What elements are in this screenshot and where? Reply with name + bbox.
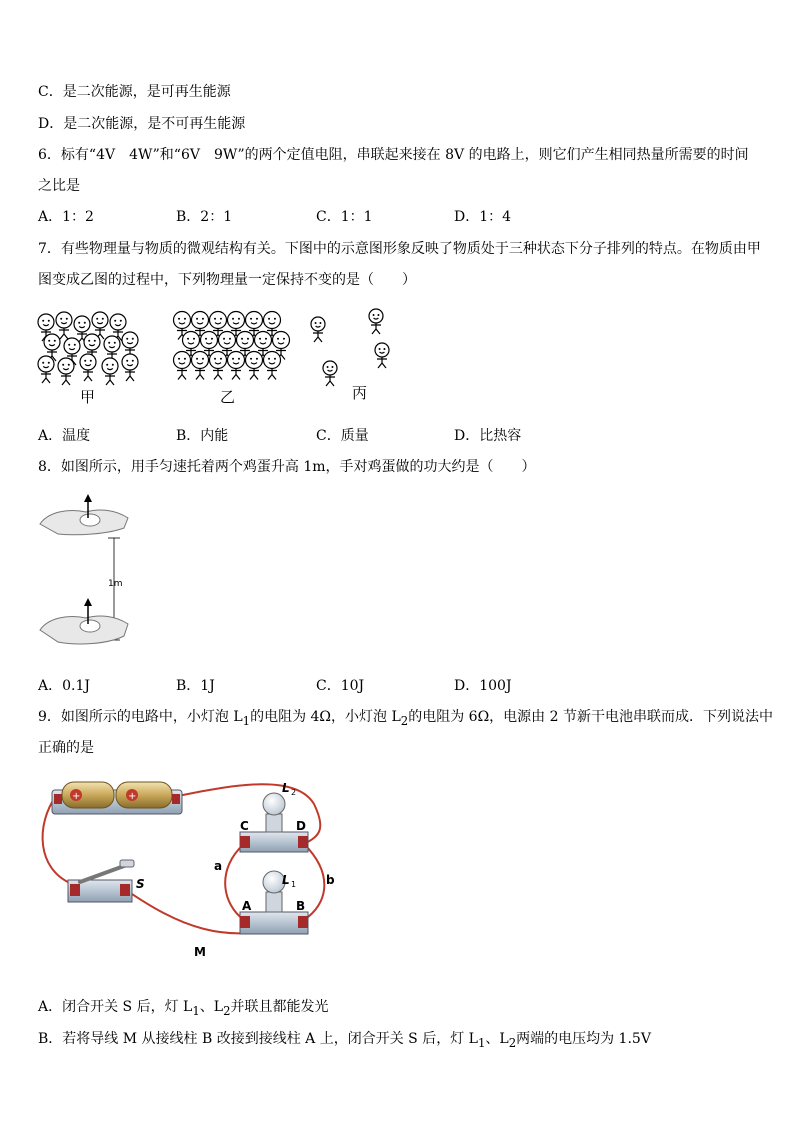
q7-option-a: A．温度: [38, 428, 91, 444]
q9-circuit-figure: [36, 774, 356, 964]
label-d: D: [296, 819, 306, 833]
svg-text:1: 1: [291, 880, 297, 889]
q7-option-d: D．比热容: [454, 428, 522, 444]
q6-option-b: B．2：1: [176, 209, 233, 225]
q9-option-a: A．闭合开关 S 后，灯 $L_1$、$L_2$并联且都能发光: [38, 999, 329, 1018]
q9-stem-line1: 9．如图所示的电路中，小灯泡 $L_1$的电阻为 4Ω，小灯泡 $L_2$的电阻为 6Ω，电源由 2 节新干电池串联而成．下列说法中: [38, 709, 773, 728]
molecule-bing: [311, 317, 325, 342]
svg-text:+: +: [128, 791, 137, 802]
molecule-jia: [56, 312, 72, 339]
molecule-bing: [323, 361, 337, 386]
molecule-jia: [38, 356, 54, 383]
label-jia: 甲: [80, 388, 96, 406]
option-c-prev: C．是二次能源，是可再生能源: [38, 84, 231, 100]
molecule-jia: [102, 358, 118, 385]
svg-text:2: 2: [291, 788, 297, 797]
q8-stem: 8．如图所示，用手匀速托着两个鸡蛋升高 1m，手对鸡蛋做的功大约是（ ）: [38, 459, 536, 475]
q6-option-d: D．1：4: [454, 209, 512, 225]
molecule-bing: [369, 309, 383, 334]
q7-stem-line1: 7．有些物理量与物质的微观结构有关。下图中的示意图形象反映了物质处于三种状态下分子排列的特点。在物质由甲: [38, 241, 761, 257]
gas-state-molecules: [311, 309, 389, 386]
molecule-jia: [122, 354, 138, 381]
q8-hand-egg-figure: [38, 494, 138, 662]
molecule-yi: [228, 352, 245, 380]
q6-stem-line2: 之比是: [38, 178, 80, 194]
wire-b: [304, 844, 324, 920]
q9-stem-line2: 正确的是: [38, 740, 94, 756]
q6-stem-line1: 6．标有“4V 4W”和“6V 9W”的两个定值电阻，串联起来接在 8V 的电路上，则它们产生相同热量所需要的时间: [38, 147, 749, 163]
q8-option-b: B．1J: [176, 678, 215, 694]
q8-option-d: D．100J: [454, 678, 512, 694]
battery-cell-2: [116, 782, 172, 808]
battery-cell-1: [62, 782, 114, 808]
q7-option-b: B．内能: [176, 428, 229, 444]
label-b: B: [296, 899, 306, 913]
molecule-jia: [58, 358, 74, 385]
q9-option-b: B．若将导线 M 从接线柱 B 改接到接线柱 A 上，闭合开关 S 后，灯 $L_1$、$L_2$两端的电压均为 1.5V: [38, 1031, 651, 1050]
molecule-yi: [246, 352, 263, 380]
option-d-prev: D．是二次能源，是不可再生能源: [38, 116, 246, 132]
q7-stem-line2: 图变成乙图的过程中，下列物理量一定保持不变的是（ ）: [38, 272, 416, 288]
label-m: M: [194, 945, 206, 959]
solid-state-molecules: [38, 312, 138, 385]
q6-option-c: C．1：1: [316, 209, 373, 225]
distance-label: 1m: [108, 579, 123, 589]
molecule-yi: [264, 352, 281, 380]
q8-option-a: A．0.1J: [38, 678, 90, 694]
label-s: S: [136, 877, 145, 891]
q8-option-c: C．10J: [316, 678, 365, 694]
label-a: A: [242, 899, 252, 913]
l2-base: [240, 832, 308, 852]
q7-states-figure: [34, 302, 414, 406]
label-yi: 乙: [220, 388, 236, 406]
molecule-yi: [174, 352, 191, 380]
svg-text:+: +: [72, 791, 81, 802]
l2-bulb: [263, 793, 285, 815]
molecule-bing: [375, 343, 389, 368]
label-wire-a: a: [214, 859, 223, 873]
q6-option-a: A．1：2: [38, 209, 94, 225]
liquid-state-molecules: [174, 312, 290, 380]
molecule-yi: [210, 352, 227, 380]
label-bing: 丙: [352, 384, 368, 402]
label-l1: L: [282, 873, 290, 887]
label-l2: L: [282, 781, 290, 795]
molecule-yi: [192, 352, 209, 380]
molecule-jia: [80, 354, 96, 381]
l1-base: [240, 912, 308, 934]
q7-option-c: C．质量: [316, 428, 369, 444]
label-wire-b: b: [326, 873, 335, 887]
label-c: C: [240, 819, 249, 833]
